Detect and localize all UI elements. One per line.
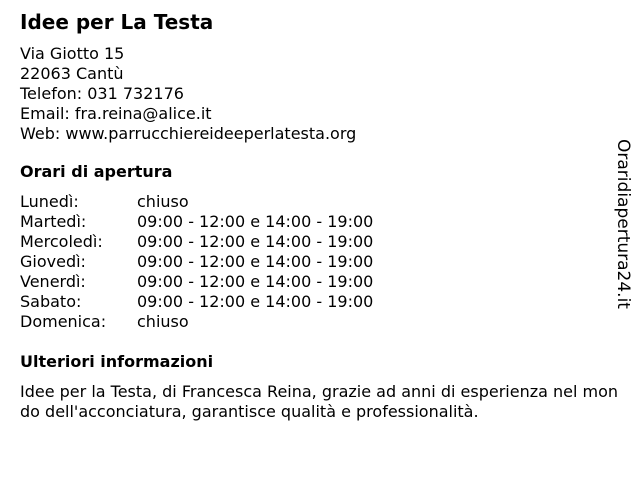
day-label: Giovedì:: [20, 252, 86, 271]
more-info-title: Ulteriori informazioni: [20, 352, 214, 371]
hours-row-tuesday: [20, 212, 620, 232]
day-label: Mercoledì:: [20, 232, 103, 251]
hours-row-friday: [20, 272, 620, 292]
hours-row-thursday: [20, 252, 620, 272]
day-hours: chiuso: [137, 312, 189, 331]
watermark-text: Oraridiapertura24.it: [613, 138, 634, 309]
email: Email: fra.reina@alice.it: [20, 104, 212, 123]
business-card: [20, 8, 620, 422]
more-info-text: Idee per la Testa, di Francesca Reina, grazie ad anni di esperienza nel mondo dell'acconciatura, garantisce qualità e professionalità.: [20, 382, 619, 421]
day-label: Lunedì:: [20, 192, 79, 211]
day-label: Martedì:: [20, 212, 87, 231]
business-name: Idee per La Testa: [20, 10, 214, 34]
hours-row-sunday: [20, 312, 620, 332]
phone: Telefon: 031 732176: [20, 84, 184, 103]
contact-block: [20, 44, 620, 144]
day-hours: 09:00 - 12:00 e 14:00 - 19:00: [137, 272, 374, 291]
hours-row-saturday: [20, 292, 620, 312]
opening-hours-table: [20, 192, 620, 332]
day-hours: 09:00 - 12:00 e 14:00 - 19:00: [137, 212, 374, 231]
street-address: Via Giotto 15: [20, 44, 125, 63]
watermark: [612, 136, 634, 311]
day-hours: 09:00 - 12:00 e 14:00 - 19:00: [137, 252, 374, 271]
day-label: Sabato:: [20, 292, 82, 311]
day-hours: 09:00 - 12:00 e 14:00 - 19:00: [137, 292, 374, 311]
opening-hours-title: Orari di apertura: [20, 162, 173, 181]
day-label: Domenica:: [20, 312, 107, 331]
day-label: Venerdì:: [20, 272, 86, 291]
hours-row-monday: [20, 192, 620, 212]
city: 22063 Cantù: [20, 64, 124, 83]
day-hours: chiuso: [137, 192, 189, 211]
website: Web: www.parrucchiereideeperlatesta.org: [20, 124, 357, 143]
day-hours: 09:00 - 12:00 e 14:00 - 19:00: [137, 232, 374, 251]
hours-row-wednesday: [20, 232, 620, 252]
